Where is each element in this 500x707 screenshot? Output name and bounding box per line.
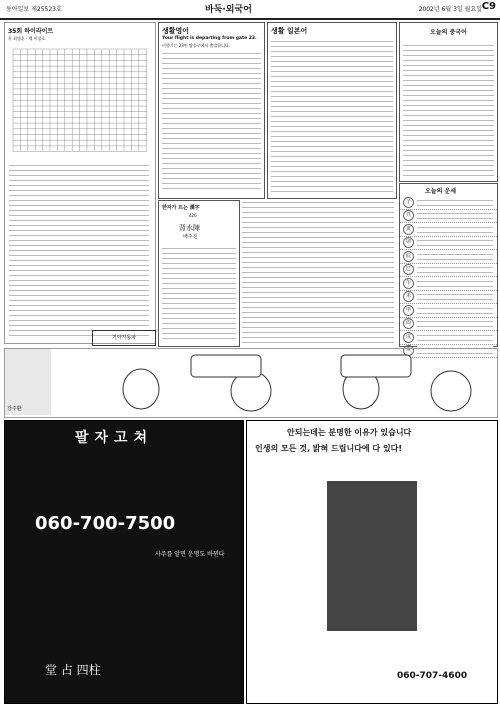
fortune-row <box>400 210 497 224</box>
fortune-ad-right <box>246 420 498 704</box>
hanja-body <box>162 246 236 342</box>
zodiac-sign: 卯 <box>403 237 414 248</box>
go-board <box>9 45 151 155</box>
zodiac-sign: 申 <box>403 305 414 316</box>
cartoon-drawing <box>51 349 497 415</box>
zodiac-sign: 戌 <box>403 332 414 343</box>
zodiac-sign: 未 <box>403 291 414 302</box>
japanese-title: 생활 일본어 <box>271 27 308 35</box>
ad-left-tag: 사주를 알면 운명도 바뀐다 <box>155 551 225 558</box>
fortune-text <box>417 279 493 288</box>
fortune-text <box>417 319 493 328</box>
hanja-number: 426 <box>189 213 197 218</box>
ad-right-figure <box>327 481 417 631</box>
fortune-row <box>400 223 497 237</box>
ad-right-headline: 안되는데는 분명한 이유가 있습니다 <box>287 428 412 437</box>
zodiac-sign: 酉 <box>403 318 414 329</box>
zodiac-sign: 丑 <box>403 210 414 221</box>
ad-left-footer: 堂 占 四柱 <box>45 663 101 677</box>
zodiac-sign: 辰 <box>403 251 414 262</box>
english-title: 생활영어 <box>162 27 190 35</box>
baduk-players: 흑 최명훈 · 백 이창호 <box>8 36 46 41</box>
middle-article <box>242 200 394 345</box>
fortune-text <box>417 306 493 315</box>
ad-left-title: 팔자고쳐 <box>75 430 154 446</box>
fortune-row <box>400 250 497 264</box>
fortune-text <box>417 238 493 247</box>
fortune-text <box>417 198 493 207</box>
fortune-row <box>400 291 497 305</box>
baduk-commentary <box>9 163 149 338</box>
fortune-text <box>417 265 493 274</box>
fortune-text <box>417 333 493 342</box>
fortune-row <box>400 331 497 345</box>
fortune-row <box>400 304 497 318</box>
hanja-section <box>158 200 240 347</box>
ad-right-subline: 인생의 모든 것, 밝혀 드립니다에 다 있다! <box>255 444 403 453</box>
date: 2002년 6월 3일 월요일 <box>418 6 482 13</box>
chinese-body <box>403 43 494 177</box>
japanese-body <box>271 39 393 193</box>
cartoon-author: 강주환 <box>7 406 22 412</box>
fortune-title: 오늘의 운세 <box>425 188 457 195</box>
zodiac-sign: 午 <box>403 278 414 289</box>
english-subline: 비행기는 23번 탑승구에서 출발합니다. <box>162 43 231 48</box>
chinese-section <box>399 22 498 182</box>
page-number: C9 <box>481 1 496 12</box>
fortune-text <box>417 211 493 220</box>
japanese-section <box>267 22 397 199</box>
ad-right-phone: 060-707-4600 <box>397 671 468 681</box>
cartoon-strip <box>4 348 498 418</box>
section-title: 바둑·외국어 <box>205 5 252 15</box>
baduk-section <box>4 22 156 344</box>
chinese-title: 오늘의 중국어 <box>430 29 467 36</box>
fortune-list <box>400 196 497 358</box>
paper-name: 동아일보 제25523호 <box>6 6 62 13</box>
hanja-title: 한자가 뜨는 漢字 <box>162 205 200 211</box>
zodiac-sign: 寅 <box>403 224 414 235</box>
page-header <box>0 0 500 20</box>
fortune-row <box>400 196 497 210</box>
fortune-text <box>417 292 493 301</box>
fortune-text <box>417 252 493 261</box>
ad-left-phone: 060-700-7500 <box>35 513 176 534</box>
fortune-row <box>400 264 497 278</box>
english-headline: Your flight is departing from gate 23. <box>162 36 257 41</box>
zodiac-sign: 巳 <box>403 264 414 275</box>
hanja-reading: 배수진 <box>183 234 198 240</box>
fortune-row <box>400 277 497 291</box>
english-body <box>162 51 261 193</box>
fortune-text <box>417 225 493 234</box>
fortune-ad-left <box>4 420 244 704</box>
baduk-title: 35회 하이라이트 <box>8 28 54 35</box>
zodiac-sign: 亥 <box>403 345 414 356</box>
fortune-row <box>400 318 497 332</box>
kia-ad: 기아자동차 <box>92 330 156 346</box>
hanja-chars: 背水陣 <box>179 224 200 232</box>
zodiac-sign: 子 <box>403 197 414 208</box>
fortune-section <box>399 183 498 354</box>
english-section <box>158 22 265 199</box>
fortune-row <box>400 237 497 251</box>
